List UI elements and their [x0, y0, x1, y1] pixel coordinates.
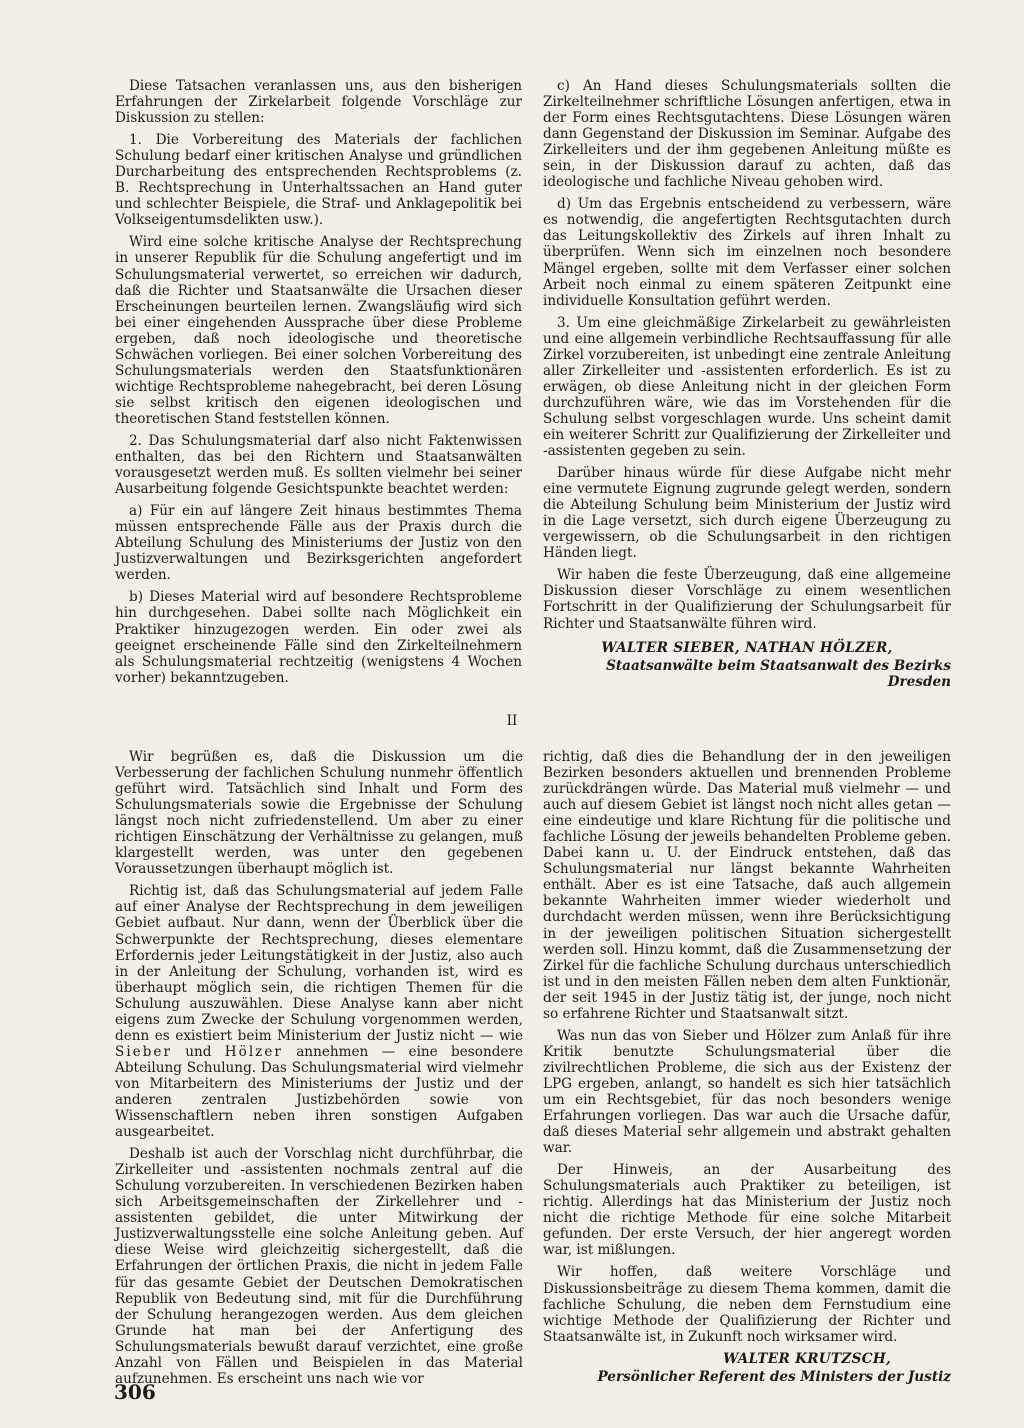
paragraph: 3. Um eine gleichmäßige Zirkelarbeit zu gewährleisten und eine allgemein verbindliche Rechtsauffassung für alle Zirkel vorzubereiten, ist unbedingt eine zentrale Anleitung aller Zirkelleiter und -assistenten erforderlich. Es ist zu erwägen, ob diese Anleitung nicht in der gleichen Form durchzuführen wäre, wie das im Vorstehenden für die Schulung selbst vorgeschlagen wurde. Uns scheint damit ein weiterer Schritt zur Qualifizierung der Zirkelleiter und -assistenten gegeben zu sein.	[543, 314, 951, 460]
paragraph: Wir begrüßen es, daß die Diskussion um die Verbesserung der fachlichen Schulung nunmehr öffentlich geführt wird. Tatsächlich sind Inhalt und Form des Schulungsmaterials sowie die Ergebnisse der Schulung längst noch nicht zufriedenstellend. Um aber zu einer richtigen Einschätzung der Verhältnisse zu gelangen, muß klargestellt werden, was unter den gegebenen Voraussetzungen überhaupt möglich ist.	[115, 749, 523, 878]
paragraph: Was nun das von Sieber und Hölzer zum Anlaß für ihre Kritik benutzte Schulungsmaterial über die zivilrechtlichen Probleme, die sich aus der Existenz der LPG ergeben, anlangt, so handelt es sich hier tatsächlich um ein Rechtsgebiet, für das noch besonders wenige Erfahrungen vorliegen. Das war auch die Ursache dafür, daß dieses Material sehr allgemein und abstrakt gehalten war.	[543, 1027, 951, 1157]
paragraph: b) Dieses Material wird auf besondere Rechtsprobleme hin durchgesehen. Dabei sollte nach Möglichkeit ein Praktiker hinzugezogen werden. Ein oder zwei als geeignet erscheinende Fälle sind den Zirkelteilnehmern als Schulungsmaterial rechtzeitig (wenigstens 4 Wochen vorher) bekanntzugeben.	[115, 589, 522, 686]
paragraph: 2. Das Schulungsmaterial darf also nicht Faktenwissen enthalten, das bei den Richtern und Staatsanwälten vorausgesetzt werden muß. Es sollten vielmehr bei seiner Ausarbeitung folgende Gesichtspunkte beachtet werden:	[115, 432, 522, 498]
paragraph: Wir hoffen, daß weitere Vorschläge und Diskussionsbeiträge zu diesem Thema kommen, damit die fachliche Schulung, die neben dem Fernstudium eine wichtige Methode der Qualifizierung der Richter und Staatsanwälte ist, in Zukunft noch wirksamer wird.	[543, 1264, 951, 1345]
author-name: Sieber	[115, 1043, 172, 1060]
signature-names: WALTER SIEBER, NATHAN HÖLZER,	[601, 639, 893, 656]
paragraph: richtig, daß dies die Behandlung der in den jeweiligen Bezirken besonders aktuellen und brennenden Probleme zurückdrängen würde. Das Material muß vielmehr — und auch auf diesem Gebiet ist längst noch nicht alles getan — eine eindeutige und klare Richtung für die politische und fachliche Lösung der jeweils behandelten Probleme geben. Dabei kann u. U. der Eindruck entstehen, daß das Schulungsmaterial nur längst bekannte Wahrheiten enthält. Aber es ist eine Tatsache, daß auch allgemein bekannte Wahrheiten immer wieder wiederholt und durchdacht werden müssen, wenn ihre Berücksichtigung in der jeweiligen politischen Situation sichergestellt werden soll. Hinzu kommt, daß die Zusammensetzung der Zirkel für die fachliche Schulung durchaus unterschiedlich ist und in den meisten Fällen neben dem alten Funktionär, der seit 1945 in der Justiz tätig ist, der junge, noch nicht so erfahrene Richter und Staatsanwalt sitzt.	[543, 749, 951, 1022]
text-run: Richtig ist, daß das Schulungsmaterial auf jedem Falle auf einer Analyse der Rechtsprechung in dem jeweiligen Gebiet aufbaut. Nur dann, wenn der Überblick über die Schwerpunkte der Rechtsprechung, dieses elementare Erfordernis jeder Leitungstätigkeit in der Justiz, also auch in der Anleitung der Schulung, vorhanden ist, wird es überhaupt möglich sein, die richtigen Themen für die Schulung auszuwählen. Diese Analyse kann aber nicht eigens zum Zwecke der Schulung vorgenommen werden, denn es existiert beim Ministerium der Justiz nicht — wie	[115, 883, 523, 1044]
paragraph: c) An Hand dieses Schulungsmaterials sollten die Zirkelteilnehmer schriftliche Lösungen anfertigen, etwa in der Form eines Rechtsgutachtens. Diese Lösungen wären dann Gegenstand der Diskussion im Seminar. Aufgabe des Zirkelleiters und der ihm gegebenen Anleitung müßte es sein, in der Diskussion darauf zu achten, daß das ideologische und fachliche Niveau gehoben wird.	[543, 78, 951, 191]
page-number: 306	[114, 1380, 156, 1404]
paragraph: a) Für ein auf längere Zeit hinaus bestimmtes Thema müssen entsprechende Fälle aus der Praxis durch die Abteilung Schulung des Ministeriums der Justiz von den Justizverwaltungen und Bezirksgerichten angefordert werden.	[115, 503, 522, 584]
section-numeral: II	[506, 713, 518, 729]
part1-left-column	[115, 78, 522, 692]
paragraph: Diese Tatsachen veranlassen uns, aus den bisherigen Erfahrungen der Zirkelarbeit folgende Vorschläge zur Diskussion zu stellen:	[115, 78, 522, 127]
part1-right-column	[543, 78, 951, 690]
part2-right-column	[543, 749, 951, 1385]
author-name: Hölzer	[224, 1043, 283, 1060]
paragraph: Wir haben die feste Überzeugung, daß eine allgemeine Diskussion dieser Vorschläge zu einem wesentlichen Fortschritt in der Qualifizierung der Schulungsarbeit für Richter und Staatsanwälte führen wird.	[543, 567, 951, 632]
signature-office: Persönlicher Referent des Ministers der Justiz	[597, 1368, 951, 1385]
paragraph: 1. Die Vorbereitung des Materials der fachlichen Schulung bedarf einer kritischen Analyse und gründlichen Durcharbeitung des entsprechenden Rechtsproblems (z. B. Rechtsprechung in Unterhaltssachen an Hand guter und schlechter Beispiele, die Straf- und Anklagepolitik bei Volkseigentumsdelikten usw.).	[115, 132, 522, 229]
paragraph: d) Um das Ergebnis entscheidend zu verbessern, wäre es notwendig, die angefertigten Rechtsgutachten durch das Leitungskollektiv des Zirkels auf ihren Inhalt zu überprüfen. Wenn sich im einzelnen noch besondere Mängel ergeben, sollte mit dem Verfasser einer solchen Arbeit noch einmal zu einem späteren Zeitpunkt eine individuelle Konsultation geführt werden.	[543, 196, 951, 309]
signature-office: Staatsanwälte beim Staatsanwalt des Bezirks Dresden	[606, 657, 951, 690]
signature-name: WALTER KRUTZSCH,	[723, 1350, 891, 1367]
paragraph: Wird eine solche kritische Analyse der Rechtsprechung in unserer Republik für die Schulung angefertigt und im Schulungsmaterial verwertet, so erreichen wir dadurch, daß die Richter und Staatsanwälte die Ursachen dieser Erscheinungen beurteilen lernen. Zwangsläufig wird sich bei einer eingehenden Aussprache über diese Probleme ergeben, daß noch ideologische und theoretische Schwächen vorliegen. Bei einer solchen Vorbereitung des Schulungsmaterials werden den Staatsfunktionären wichtige Rechtsprobleme nahegebracht, bei deren Lösung sie selbst kritisch den eigenen ideologischen und theoretischen Stand feststellen können.	[115, 234, 522, 427]
paragraph: Der Hinweis, an der Ausarbeitung des Schulungsmaterials auch Praktiker zu beteiligen, ist richtig. Allerdings hat das Ministerium der Justiz noch nicht die richtige Methode für eine solche Mitarbeit gefunden. Der erste Versuch, der hier angeregt worden war, ist mißlungen.	[543, 1162, 951, 1259]
text-run: annehmen — eine besondere Abteilung Schulung. Das Schulungsmaterial wird vielmehr von Mitarbeitern des Ministeriums der Justiz und der anderen zentralen Justizbehörden sowie von Wissenschaftlern neben ihren sonstigen Aufgaben ausgearbeitet.	[115, 1043, 523, 1141]
text-run: und	[171, 1043, 225, 1060]
part2-left-column	[115, 749, 523, 1393]
paragraph	[115, 883, 523, 1140]
paragraph: Darüber hinaus würde für diese Aufgabe nicht mehr eine vermutete Eignung zugrunde gelegt werden, sondern die Abteilung Schulung beim Ministerium der Justiz wird in die Lage versetzt, sich durch eigene Überzeugung zu vergewissern, ob die Schulungsarbeit in den richtigen Händen liegt.	[543, 465, 951, 562]
paragraph: Deshalb ist auch der Vorschlag nicht durchführbar, die Zirkelleiter und -assistenten nochmals zentral auf die Schulung vorzubereiten. In verschiedenen Bezirken haben sich Arbeitsgemeinschaften der Zirkellehrer und -assistenten gebildet, die unter Mitwirkung der Justizverwaltungsstelle eine solche Anleitung geben. Auf diese Weise wird gleichzeitig sichergestellt, daß die Erfahrungen der örtlichen Praxis, die nicht in jedem Falle für das gesamte Gebiet der Deutschen Demokratischen Republik von Bedeutung sind, mit für die Durchführung der Schulung herangezogen werden. Aus dem gleichen Grunde hat man bei der Anfertigung des Schulungsmaterials bewußt darauf verzichtet, eine große Anzahl von Fällen und Beispielen in das Material aufzunehmen. Es erscheint uns nach wie vor	[115, 1146, 523, 1387]
